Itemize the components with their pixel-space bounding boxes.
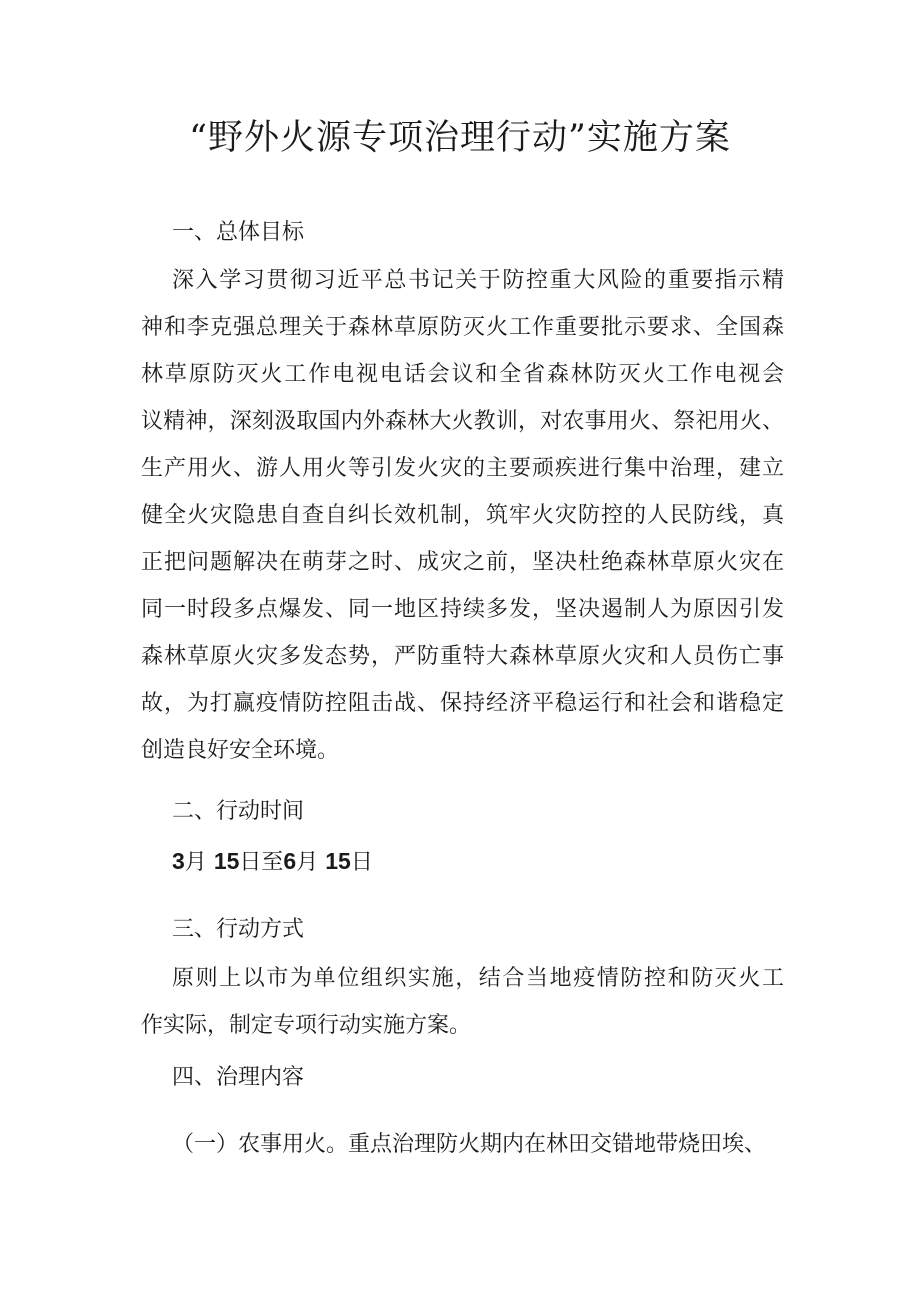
action-date-range [172, 838, 373, 886]
section-body-action-method [141, 955, 784, 1049]
paragraph-line: 同一时段多点爆发、同一地区持续多发，坚决遏制人为原因引发 [141, 597, 784, 622]
start-day: 15 [213, 848, 240, 874]
paragraph-line: 生产用火、游人用火等引发火灾的主要顽疾进行集中治理，建立 [141, 456, 784, 481]
section-heading-governance-content: 四、治理内容 [172, 1065, 305, 1090]
section-heading-overall-goal: 一、总体目标 [172, 220, 305, 245]
section-heading-action-method: 三、行动方式 [172, 917, 305, 942]
paragraph-line: 创造良好安全环境。 [141, 738, 340, 763]
paragraph-line: （一）农事用火。重点治理防火期内在林田交错地带烧田埃、 [172, 1132, 767, 1157]
month-char: 月 [184, 850, 207, 875]
document-title: “野外火源专项治理行动”实施方案 [189, 118, 731, 158]
paragraph-line: 议精神，深刻汲取国内外森林大火教训，对农事用火、祭祀用火、 [141, 409, 784, 434]
section-heading-action-time: 二、行动时间 [172, 799, 305, 824]
section-body-governance-content [172, 1121, 784, 1168]
paragraph-line: 作实际，制定专项行动实施方案。 [141, 1013, 472, 1038]
end-month: 6 [283, 848, 297, 874]
day-to-char: 日至 [239, 850, 284, 875]
end-day-char: 日 [350, 850, 373, 875]
paragraph-line: 正把问题解决在萌芽之时、成灾之前，坚决杜绝森林草原火灾在 [141, 550, 784, 575]
paragraph-line: 深入学习贯彻习近平总书记关于防控重大风险的重要指示精 [172, 268, 784, 293]
paragraph-line: 森林草原火灾多发态势，严防重特大森林草原火灾和人员伤亡事 [141, 644, 784, 669]
start-month: 3 [172, 848, 185, 874]
paragraph-line: 林草原防灭火工作电视电话会议和全省森林防灭火工作电视会 [141, 362, 784, 387]
paragraph-line: 健全火灾隐患自查自纠长效机制，筑牢火灾防控的人民防线，真 [141, 503, 784, 528]
end-day: 15 [325, 848, 351, 874]
paragraph-line: 故，为打赢疫情防控阻击战、保持经济平稳运行和社会和谐稳定 [141, 691, 784, 716]
month-char: 月 [296, 850, 319, 875]
paragraph-line: 原则上以市为单位组织实施，结合当地疫情防控和防灭火工 [172, 966, 784, 991]
section-body-overall-goal [141, 257, 784, 774]
paragraph-line: 神和李克强总理关于森林草原防灭火工作重要批示要求、全国森 [141, 315, 784, 340]
